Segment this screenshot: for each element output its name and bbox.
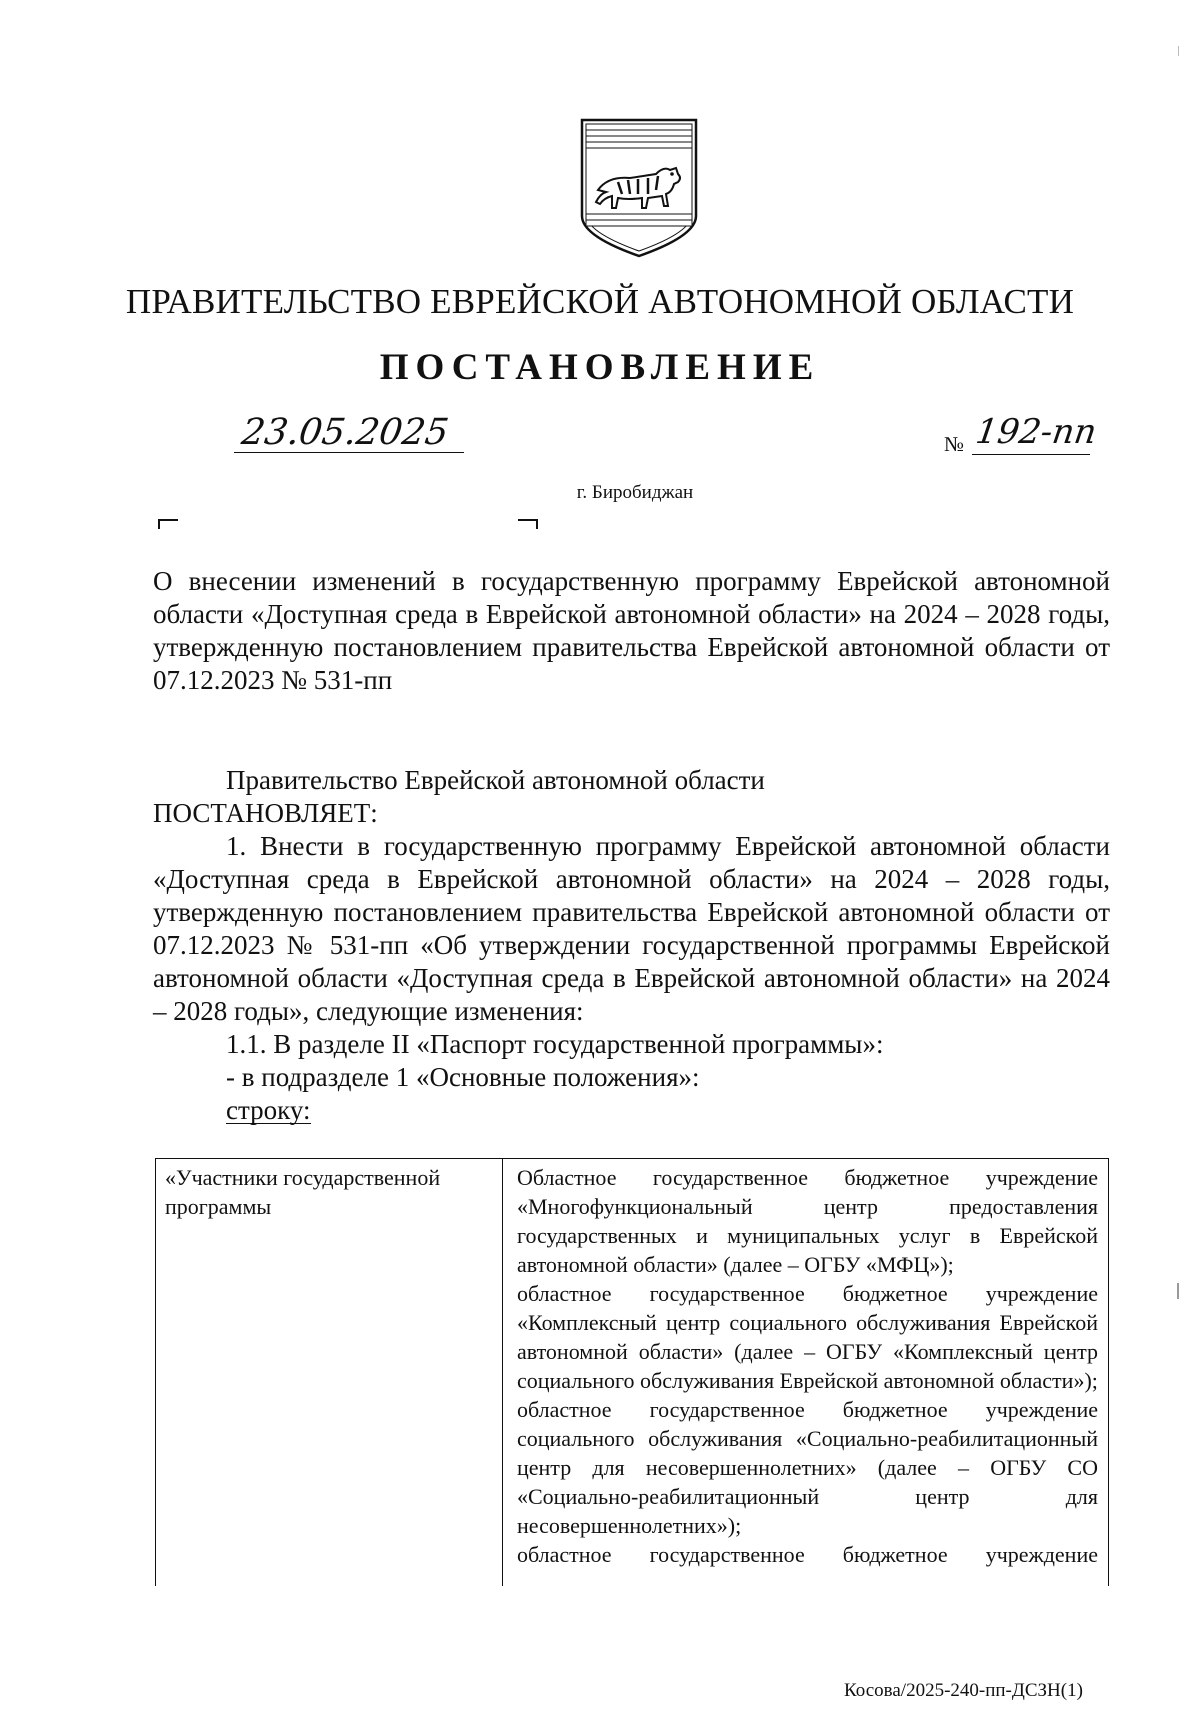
- scan-mark-top: [1178, 46, 1179, 56]
- coat-of-arms-tiger-icon: [578, 118, 700, 258]
- scan-mark: [1177, 1283, 1179, 1299]
- resolves-line: ПОСТАНОВЛЯЕТ:: [153, 798, 378, 828]
- document-type-title: ПОСТАНОВЛЕНИЕ: [379, 347, 821, 388]
- handwritten-number: 192-пп: [973, 412, 1099, 452]
- document-body: [153, 764, 1110, 1127]
- number-sign: №: [944, 432, 965, 456]
- row-word: строку:: [226, 1095, 311, 1125]
- subsection-line: - в подразделе 1 «Основные положения»:: [226, 1062, 700, 1092]
- table-cell-participants-label: «Участники государственной программы: [156, 1159, 503, 1586]
- participant-2: областное государственное бюджетное учреждение «Комплексный центр социального обслуживания Еврейской автономной области» (далее – ОГБУ «Комплексный центр социального обслуживания Еврейской автономной области»);: [517, 1281, 1098, 1393]
- footer-reference: Косова/2025-240-пп-ДСЗН(1): [844, 1680, 1083, 1701]
- item-1-1: 1.1. В разделе II «Паспорт государственной программы»:: [226, 1029, 884, 1059]
- handwritten-date: 23.05.2025: [239, 412, 452, 453]
- corner-mark-right: [518, 519, 538, 529]
- government-name: ПРАВИТЕЛЬСТВО ЕВРЕЙСКОЙ АВТОНОМНОЙ ОБЛАСТИ: [125, 282, 1075, 321]
- row-label: [153, 1094, 1110, 1127]
- intro-line: Правительство Еврейской автономной области: [226, 765, 765, 795]
- corner-mark-left: [158, 519, 178, 529]
- participant-3: областное государственное бюджетное учреждение социального обслуживания «Социально-реабилитационный центр для несовершеннолетних» (далее – ОГБУ СО «Социально-реабилитационный центр для несовершеннолетних»);: [517, 1397, 1098, 1538]
- item-1: 1. Внести в государственную программу Еврейской автономной области «Доступная среда в Еврейской автономной области» на 2024 – 2028 годы, утвержденную постановлением правительства Еврейской автономной области от 07.12.2023 № 531-пп «Об утверждении государственной программы Еврейской автономной области «Доступная среда в Еврейской автономной области» на 2024 – 2028 годы», следующие изменения:: [153, 831, 1110, 1026]
- program-table: [155, 1158, 1109, 1586]
- date-underline: [234, 452, 464, 453]
- number-underline: [972, 454, 1090, 455]
- city-name: г. Биробиджан: [576, 482, 694, 503]
- document-subject: О внесении изменений в государственную программу Еврейской автономной области «Доступная среда в Еврейской автономной области» на 2024 – 2028 годы, утвержденную постановлением правительства Еврейской автономной области от 07.12.2023 № 531-пп: [153, 566, 1110, 695]
- participant-1: Областное государственное бюджетное учреждение «Многофункциональный центр предоставления государственных и муниципальных услуг в Еврейской автономной области» (далее – ОГБУ «МФЦ»);: [517, 1165, 1098, 1277]
- participant-4: областное государственное бюджетное учреждение: [517, 1542, 1098, 1567]
- table-cell-participants-list: [505, 1159, 1108, 1586]
